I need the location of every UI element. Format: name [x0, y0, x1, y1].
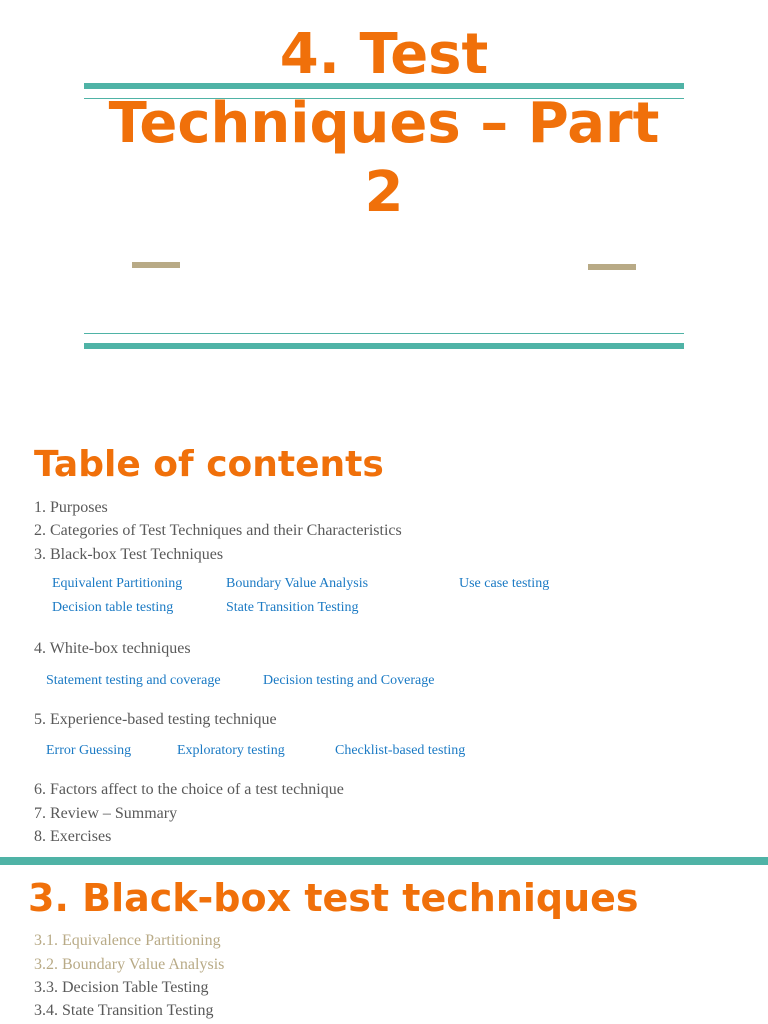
bottom-thin-rule — [84, 333, 684, 334]
link-exploratory-testing[interactable]: Exploratory testing — [177, 743, 285, 758]
title-line-3: 2 — [364, 160, 404, 225]
link-equivalent-partitioning[interactable]: Equivalent Partitioning — [52, 576, 183, 591]
toc-heading: Table of contents — [34, 444, 384, 485]
section-item-decision-table: 3.3. Decision Table Testing — [34, 979, 209, 996]
section-item-state-transition: 3.4. State Transition Testing — [34, 1002, 214, 1019]
toc-item-factors: 6. Factors affect to the choice of a test technique — [34, 781, 344, 798]
toc-item-exercises: 8. Exercises — [34, 828, 112, 845]
link-decision-testing[interactable]: Decision testing and Coverage — [263, 673, 435, 688]
section-item-equivalence: 3.1. Equivalence Partitioning — [34, 932, 221, 949]
slide-divider — [0, 857, 768, 865]
link-boundary-value-analysis[interactable]: Boundary Value Analysis — [226, 576, 369, 591]
toc-item-blackbox: 3. Black-box Test Techniques — [34, 546, 224, 563]
toc-item-categories: 2. Categories of Test Techniques and their Characteristics — [34, 522, 402, 539]
slide-title — [84, 20, 684, 227]
link-checklist-based-testing[interactable]: Checklist-based testing — [335, 743, 466, 758]
toc-item-purposes: 1. Purposes — [34, 499, 108, 516]
link-use-case-testing[interactable]: Use case testing — [459, 576, 550, 591]
link-state-transition-testing[interactable]: State Transition Testing — [226, 600, 359, 615]
title-line-2: Techniques – Part — [108, 91, 660, 156]
link-statement-testing[interactable]: Statement testing and coverage — [46, 673, 221, 688]
bottom-thick-rule — [84, 343, 684, 349]
link-decision-table-testing[interactable]: Decision table testing — [52, 600, 174, 615]
section-item-boundary: 3.2. Boundary Value Analysis — [34, 956, 225, 973]
toc-item-experience: 5. Experience-based testing technique — [34, 711, 277, 728]
decorative-dash-right — [588, 264, 636, 270]
link-error-guessing[interactable]: Error Guessing — [46, 743, 132, 758]
title-line-1: 4. Test — [279, 22, 489, 87]
decorative-dash-left — [132, 262, 180, 268]
toc-item-review: 7. Review – Summary — [34, 805, 178, 822]
toc-item-whitebox: 4. White-box techniques — [34, 640, 191, 657]
section-heading: 3. Black-box test techniques — [28, 876, 639, 920]
